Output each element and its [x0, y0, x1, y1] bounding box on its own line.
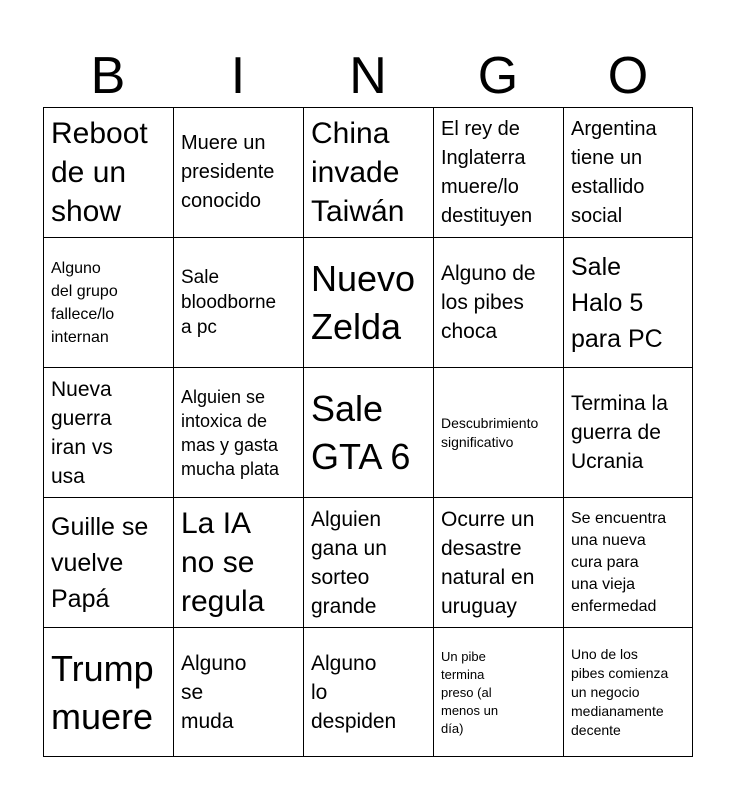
cell-text: El rey de Inglaterra muere/lo destituyen [441, 117, 533, 227]
cell-text: Un pibe termina preso (al menos un día) [441, 648, 499, 736]
bingo-cell[interactable] [434, 238, 564, 368]
cell-text: Nueva guerra iran vs usa [51, 377, 113, 488]
header-letter-o: O [607, 47, 649, 105]
cell-text: Trump muere [51, 647, 154, 737]
bingo-cell[interactable] [304, 628, 434, 757]
cell-text: Ocurre un desastre natural en uruguay [441, 507, 535, 618]
bingo-cell[interactable] [434, 628, 564, 757]
cell-text: Alguien gana un sorteo grande [311, 507, 387, 618]
cell-text: Alguno del grupo fallece/lo internan [51, 259, 118, 346]
bingo-grid [43, 107, 693, 757]
cell-text: Reboot de un show [51, 117, 148, 228]
cell-text: Uno de los pibes comienza un negocio medianamente decente [571, 646, 669, 738]
bingo-cell[interactable] [434, 108, 564, 238]
cell-text: Alguno se muda [181, 652, 247, 733]
bingo-cell[interactable] [304, 498, 434, 628]
bingo-cell[interactable] [174, 498, 304, 628]
header-letter-g: G [477, 47, 519, 105]
cell-text: Descubrimiento significativo [441, 414, 539, 450]
cell-text: Argentina tiene un estallido social [571, 117, 657, 227]
bingo-cell[interactable] [44, 368, 174, 498]
cell-text: Nuevo Zelda [311, 257, 416, 347]
cell-text: Sale bloodborne a pc [181, 267, 277, 338]
cell-text: Sale GTA 6 [311, 387, 411, 477]
bingo-cell[interactable] [564, 498, 693, 628]
bingo-cell[interactable] [564, 628, 693, 757]
bingo-cell[interactable] [564, 238, 693, 368]
bingo-cell[interactable] [434, 368, 564, 498]
cell-text: Alguno lo despiden [311, 652, 397, 733]
bingo-cell[interactable] [434, 498, 564, 628]
cell-text: Termina la guerra de Ucrania [571, 392, 668, 473]
header-letter-b: B [90, 47, 126, 105]
bingo-cell[interactable] [44, 628, 174, 757]
bingo-cell[interactable] [44, 498, 174, 628]
bingo-cell[interactable] [174, 628, 304, 757]
cell-text: La IA no se regula [181, 507, 265, 618]
cell-text: Guille se vuelve Papá [51, 512, 149, 613]
bingo-cell[interactable] [564, 368, 693, 498]
bingo-cell[interactable] [174, 238, 304, 368]
bingo-cell[interactable] [174, 108, 304, 238]
header-letter-n: N [349, 47, 387, 105]
cell-text: China invade Taiwán [311, 117, 405, 228]
header-letter-i: I [230, 47, 246, 105]
bingo-cell[interactable] [564, 108, 693, 238]
cell-text: Alguien se intoxica de mas y gasta mucha plata [181, 386, 280, 479]
bingo-cell[interactable] [44, 238, 174, 368]
cell-text: Alguno de los pibes choca [441, 262, 536, 343]
bingo-cell[interactable] [304, 238, 434, 368]
cell-text: Muere un presidente conocido [181, 132, 275, 212]
cell-text: Sale Halo 5 para PC [571, 252, 663, 353]
bingo-cell[interactable] [174, 368, 304, 498]
bingo-cell[interactable] [304, 368, 434, 498]
bingo-cell[interactable] [304, 108, 434, 238]
cell-text: Se encuentra una nueva cura para una vieja enfermedad [571, 509, 667, 615]
bingo-header [43, 44, 693, 108]
bingo-cell[interactable] [44, 108, 174, 238]
